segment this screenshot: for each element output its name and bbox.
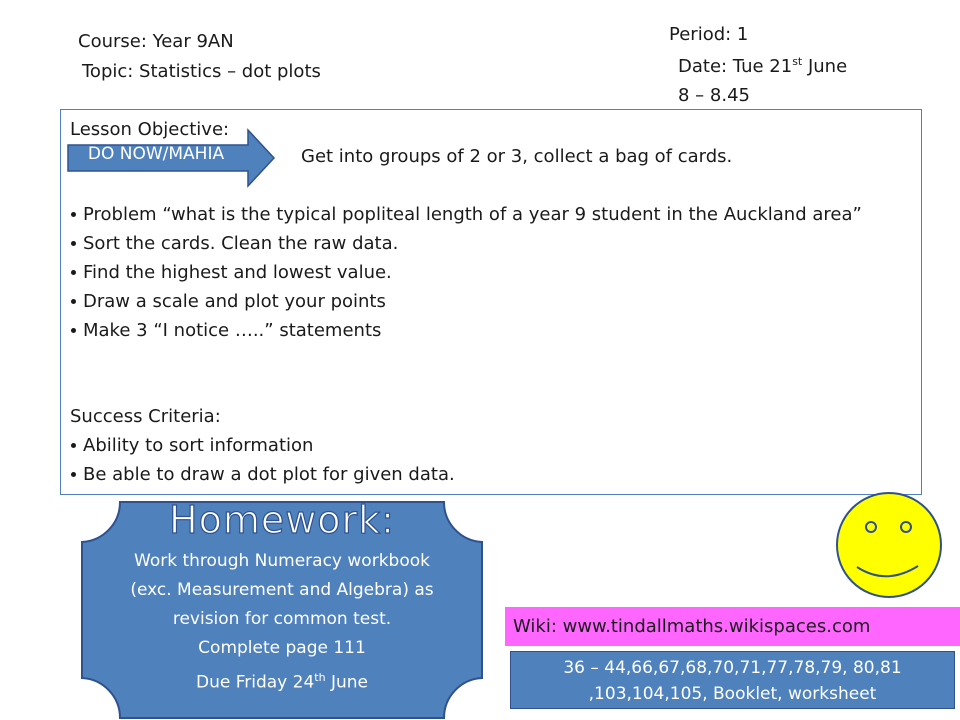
pages-box	[510, 651, 955, 709]
step-item: Problem “what is the typical popliteal length of a year 9 student in the Auckland area”	[71, 200, 891, 229]
success-criteria	[71, 431, 891, 489]
homework-page: Complete page 111	[198, 638, 366, 658]
do-now-label: DO NOW/MAHIA	[87, 144, 225, 164]
date-suffix: st	[792, 55, 803, 68]
success-item: Ability to sort information	[71, 431, 891, 460]
step-item: Sort the cards. Clean the raw data.	[71, 229, 891, 258]
due-tail: June	[325, 672, 369, 693]
pages-line-1: 36 – 44,66,67,68,70,71,77,78,79, 80,81	[563, 658, 902, 678]
homework-title: Homework:	[169, 498, 395, 542]
pages-line-2: ,103,104,105, Booklet, worksheet	[588, 684, 877, 704]
homework-body	[122, 547, 442, 698]
date-label	[678, 55, 847, 77]
date-tail: June	[802, 56, 848, 77]
homework-task: Work through Numeracy workbook (exc. Measurement and Algebra) as revision for common test.	[130, 551, 434, 629]
step-item: Draw a scale and plot your points	[71, 287, 891, 316]
success-item: Be able to draw a dot plot for given data.	[71, 460, 891, 489]
wiki-link[interactable]: Wiki: www.tindallmaths.wikispaces.com	[505, 607, 960, 646]
homework-due	[122, 663, 442, 698]
period-label: Period: 1	[669, 24, 749, 45]
success-heading: Success Criteria:	[70, 406, 221, 427]
time-label: 8 – 8.45	[678, 85, 750, 106]
step-item: Make 3 “I notice …..” statements	[71, 316, 891, 345]
due-suffix: th	[314, 671, 326, 684]
do-now-instruction: Get into groups of 2 or 3, collect a bag of cards.	[301, 146, 733, 167]
date-main: Date: Tue 21	[678, 56, 793, 77]
smiley-face-icon	[834, 490, 944, 600]
objective-heading: Lesson Objective:	[70, 119, 230, 140]
course-label: Course: Year 9AN	[78, 31, 234, 52]
due-main: Due Friday 24	[195, 672, 315, 693]
lesson-steps	[71, 200, 891, 345]
topic-label: Topic: Statistics – dot plots	[82, 61, 321, 82]
step-item: Find the highest and lowest value.	[71, 258, 891, 287]
